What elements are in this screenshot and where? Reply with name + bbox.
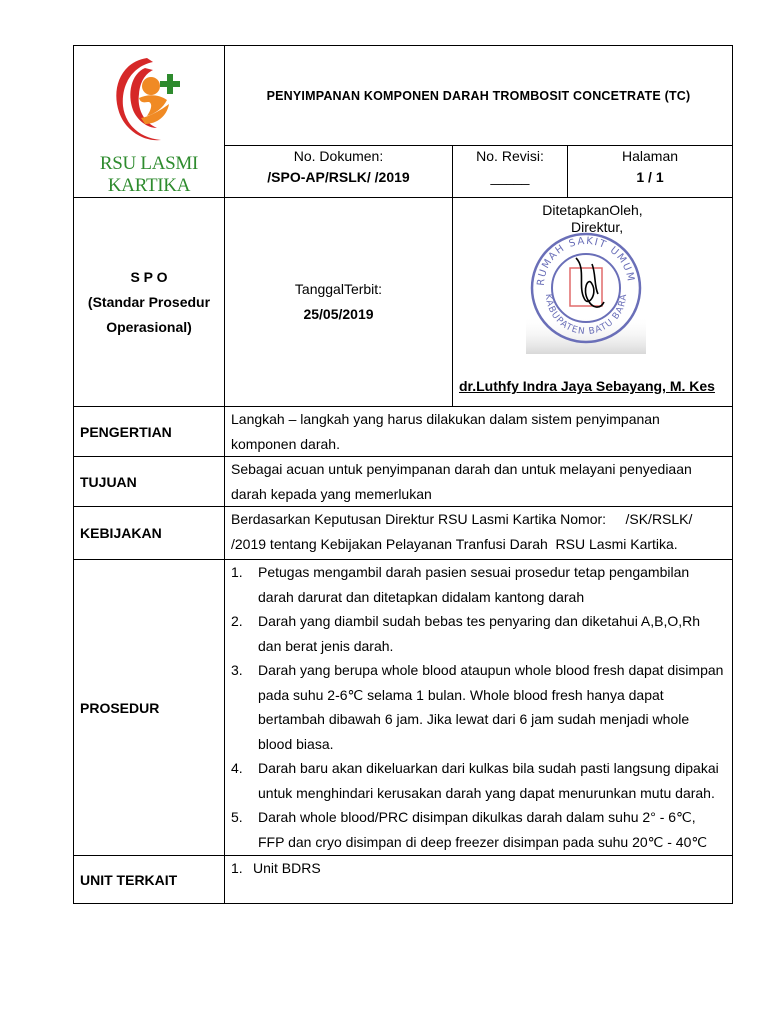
- logo-cell: [74, 46, 225, 198]
- list-item: [231, 856, 724, 881]
- director-name: dr.Luthfy Indra Jaya Sebayang, M. Kes: [459, 378, 715, 394]
- list-item-text: Unit BDRS: [253, 860, 321, 876]
- prosedur-body: [225, 560, 733, 856]
- list-item-number: 3.: [231, 662, 243, 678]
- pengertian-text: Langkah – langkah yang harus dilakukan dalam sistem penyimpanan komponen darah.: [225, 407, 733, 457]
- list-item-text: Darah whole blood/PRC disimpan dikulkas darah dalam suhu 2° - 6℃, FFP dan cryo disimpan di deep freezer disimpan pada suhu 20℃ - 40℃: [258, 809, 708, 850]
- issue-date-value: 25/05/2019: [303, 306, 374, 322]
- issue-date-label: TanggalTerbit:: [294, 281, 383, 297]
- list-item-number: 1.: [231, 564, 243, 580]
- issue-date-cell: [225, 198, 453, 407]
- doc-number-cell: [225, 146, 453, 198]
- tujuan-text: Sebagai acuan untuk penyimpanan darah dan untuk melayani penyediaan darah kepada yang memerlukan: [225, 457, 733, 507]
- kebijakan-text: Berdasarkan Keputusan Direktur RSU Lasmi Kartika Nomor: /SK/RSLK/ /2019 tentang Kebijakan Pelayanan Tranfusi Darah RSU Lasmi Kartika.: [225, 507, 733, 560]
- pengertian-label: PENGERTIAN: [74, 407, 225, 457]
- director-title: Direktur,: [571, 219, 624, 235]
- list-item-text: Darah yang berupa whole blood ataupun whole blood fresh dapat disimpan pada suhu 2-6℃ selama 1 bulan. Whole blood fresh hanya dapat bertambah dibawah 6 jam. Jika lewat dari 6 jam sudah menjadi whole blood biasa.: [258, 662, 724, 752]
- page-value: 1 / 1: [636, 169, 664, 186]
- kebijakan-label: KEBIJAKAN: [74, 507, 225, 560]
- list-item-number: 4.: [231, 760, 243, 776]
- list-item: [231, 756, 724, 805]
- spo-label-cell: [74, 198, 225, 407]
- doc-number-label: No. Dokumen:: [293, 148, 384, 165]
- list-item: [231, 658, 724, 756]
- list-item-number: 1.: [231, 860, 243, 876]
- prosedur-label: PROSEDUR: [74, 560, 225, 856]
- list-item-number: 5.: [231, 809, 243, 825]
- list-item: [231, 805, 724, 854]
- revision-cell: [453, 146, 568, 198]
- list-item-number: 2.: [231, 613, 243, 629]
- document-title: PENYIMPANAN KOMPONEN DARAH TROMBOSIT CONCETRATE (TC): [225, 46, 733, 146]
- list-item-text: Darah baru akan dikeluarkan dari kulkas bila sudah pasti langsung dipakai untuk menghindari kerusakan darah yang dapat menurunkan mutu darah.: [258, 760, 719, 801]
- tujuan-label: TUJUAN: [74, 457, 225, 507]
- revision-label: No. Revisi:: [476, 148, 544, 165]
- spo-full-line2: Operasional): [106, 318, 192, 335]
- list-item-text: Petugas mengambil darah pasien sesuai prosedur tetap pengambilan darah darurat dan ditetapkan didalam kantong darah: [258, 564, 690, 605]
- approval-cell: [453, 198, 733, 407]
- official-stamp-icon: [526, 224, 646, 354]
- doc-number-value: /SPO-AP/RSLK/ /2019: [267, 169, 410, 186]
- list-item-text: Darah yang diambil sudah bebas tes penyaring dan diketahui A,B,O,Rh dan berat jenis darah.: [258, 613, 701, 654]
- svg-text:KABUPATEN BATU BARA: KABUPATEN BATU BARA: [542, 292, 630, 338]
- spo-full-line1: (Standar Prosedur: [87, 293, 211, 310]
- spo-abbrev: S P O: [130, 268, 168, 285]
- hospital-name: RSU LASMI KARTIKA: [99, 153, 199, 196]
- list-item: [231, 560, 724, 609]
- approved-by-label: DitetapkanOleh,: [542, 202, 643, 218]
- prosedur-list: [231, 560, 724, 854]
- list-item: [231, 609, 724, 658]
- spo-document-table: [73, 45, 733, 904]
- page-label: Halaman: [621, 148, 679, 165]
- unit-terkait-body: [225, 856, 733, 904]
- hospital-logo-icon: [109, 54, 189, 146]
- revision-value: _____: [490, 169, 530, 186]
- unit-list: [231, 856, 724, 881]
- svg-text:RUMAH SAKIT UMUM: RUMAH SAKIT UMUM: [535, 235, 637, 287]
- page-cell: [568, 146, 733, 198]
- unit-terkait-label: UNIT TERKAIT: [74, 856, 225, 904]
